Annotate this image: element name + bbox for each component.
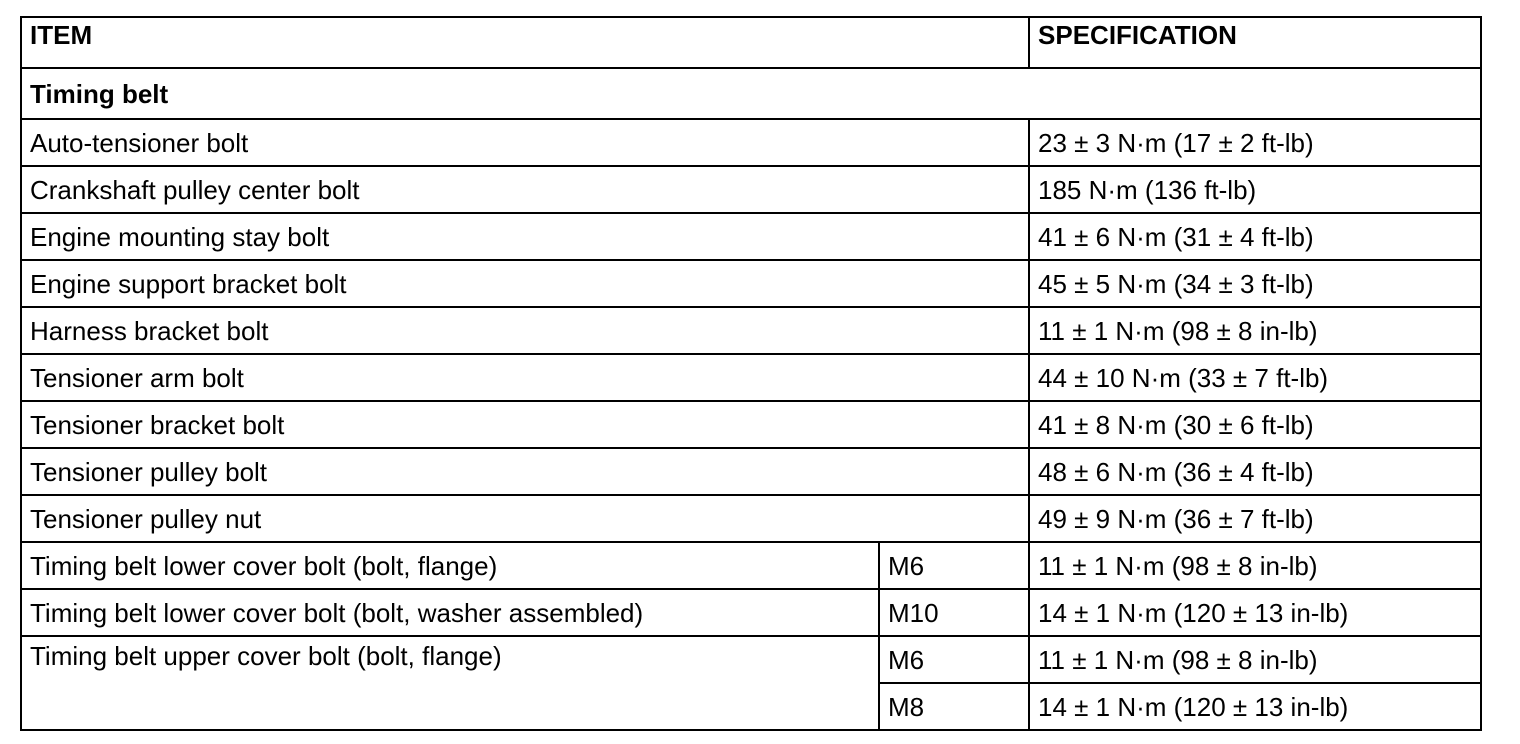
torque-spec-table bbox=[20, 16, 1482, 731]
item-cell: Timing belt upper cover bolt (bolt, flange) bbox=[21, 636, 879, 730]
table-row bbox=[21, 401, 1481, 448]
section-title: Timing belt bbox=[21, 68, 1481, 119]
spec-cell: 11 ± 1 N·m (98 ± 8 in-lb) bbox=[1029, 307, 1481, 354]
table-row bbox=[21, 260, 1481, 307]
table-row bbox=[21, 542, 1481, 589]
section-row bbox=[21, 68, 1481, 119]
item-cell: Engine mounting stay bolt bbox=[21, 213, 1029, 260]
table-row bbox=[21, 589, 1481, 636]
item-cell: Tensioner arm bolt bbox=[21, 354, 1029, 401]
spec-cell: 49 ± 9 N·m (36 ± 7 ft-lb) bbox=[1029, 495, 1481, 542]
spec-cell: 11 ± 1 N·m (98 ± 8 in-lb) bbox=[1029, 636, 1481, 683]
item-cell: Timing belt lower cover bolt (bolt, flange) bbox=[21, 542, 879, 589]
spec-cell: 44 ± 10 N·m (33 ± 7 ft-lb) bbox=[1029, 354, 1481, 401]
item-cell: Harness bracket bolt bbox=[21, 307, 1029, 354]
spec-cell: 14 ± 1 N·m (120 ± 13 in-lb) bbox=[1029, 589, 1481, 636]
table-row bbox=[21, 166, 1481, 213]
table-row bbox=[21, 354, 1481, 401]
table-row bbox=[21, 448, 1481, 495]
spec-cell: 185 N·m (136 ft-lb) bbox=[1029, 166, 1481, 213]
item-cell: Auto-tensioner bolt bbox=[21, 119, 1029, 166]
spec-cell: 41 ± 8 N·m (30 ± 6 ft-lb) bbox=[1029, 401, 1481, 448]
spec-cell: 45 ± 5 N·m (34 ± 3 ft-lb) bbox=[1029, 260, 1481, 307]
table-row bbox=[21, 636, 1481, 683]
table-row bbox=[21, 119, 1481, 166]
table-row bbox=[21, 307, 1481, 354]
item-cell: Tensioner pulley nut bbox=[21, 495, 1029, 542]
item-cell: Crankshaft pulley center bolt bbox=[21, 166, 1029, 213]
spec-cell: 14 ± 1 N·m (120 ± 13 in-lb) bbox=[1029, 683, 1481, 730]
size-cell: M10 bbox=[879, 589, 1029, 636]
spec-cell: 48 ± 6 N·m (36 ± 4 ft-lb) bbox=[1029, 448, 1481, 495]
header-specification: SPECIFICATION bbox=[1029, 17, 1481, 68]
spec-cell: 11 ± 1 N·m (98 ± 8 in-lb) bbox=[1029, 542, 1481, 589]
item-cell: Tensioner bracket bolt bbox=[21, 401, 1029, 448]
item-cell: Engine support bracket bolt bbox=[21, 260, 1029, 307]
item-cell: Tensioner pulley bolt bbox=[21, 448, 1029, 495]
spec-cell: 41 ± 6 N·m (31 ± 4 ft-lb) bbox=[1029, 213, 1481, 260]
table-row bbox=[21, 213, 1481, 260]
header-item: ITEM bbox=[21, 17, 1029, 68]
spec-cell: 23 ± 3 N·m (17 ± 2 ft-lb) bbox=[1029, 119, 1481, 166]
size-cell: M8 bbox=[879, 683, 1029, 730]
table-header-row bbox=[21, 17, 1481, 68]
size-cell: M6 bbox=[879, 636, 1029, 683]
item-cell: Timing belt lower cover bolt (bolt, washer assembled) bbox=[21, 589, 879, 636]
size-cell: M6 bbox=[879, 542, 1029, 589]
table-row bbox=[21, 495, 1481, 542]
